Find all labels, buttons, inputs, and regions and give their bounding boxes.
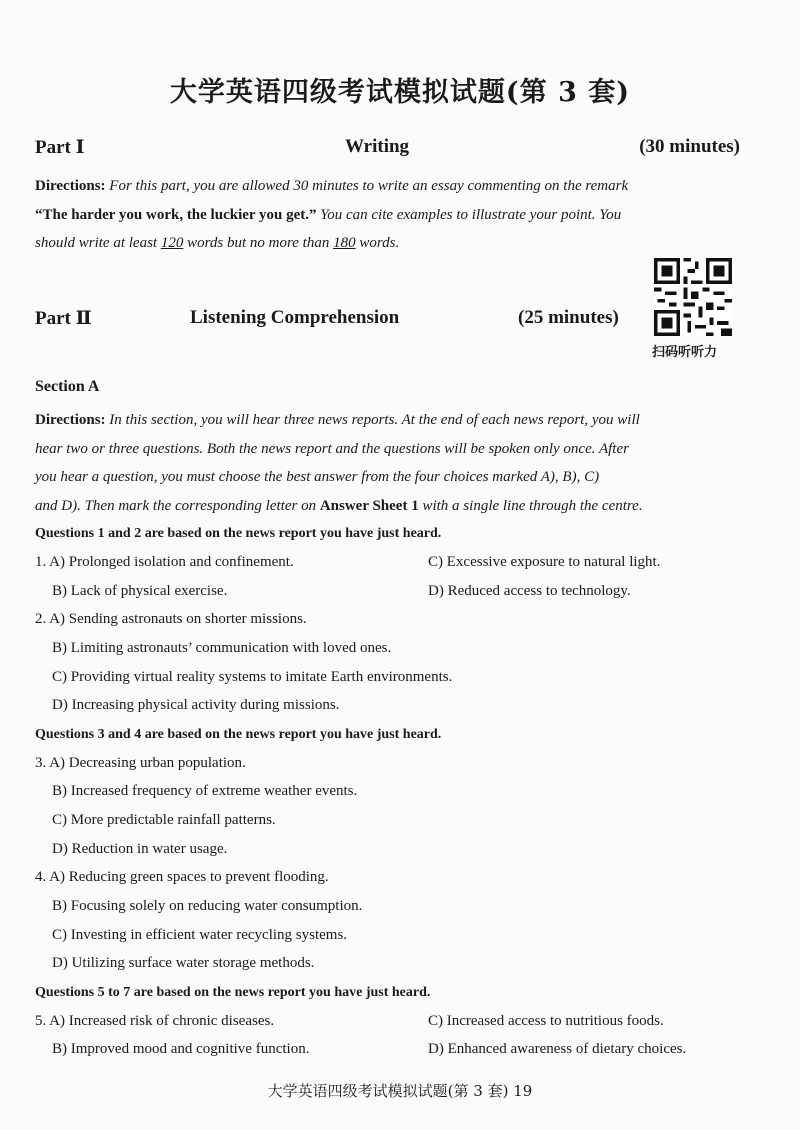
question-group-heading: Questions 1 and 2 are based on the news report you have just heard.: [35, 526, 442, 541]
part2-time: (25 minutes): [518, 307, 619, 328]
question-group-heading: Questions 3 and 4 are based on the news report you have just heard.: [35, 727, 442, 742]
directions-label: Directions:: [35, 412, 106, 428]
min-words: 120: [160, 235, 184, 251]
section-a-directions: [35, 406, 740, 520]
q4-option-c: C) Investing in efficient water recycling systems.: [52, 927, 348, 943]
q5-option-a: 5. A) Increased risk of chronic diseases.: [35, 1013, 275, 1029]
q5-option-c: C) Increased access to nutritious foods.: [428, 1013, 664, 1029]
directions-text: with a single line through the centre.: [422, 497, 643, 514]
directions-text: should write at least: [35, 235, 158, 251]
q1-option-a: 1. A) Prolonged isolation and confinement.: [35, 554, 294, 570]
page-title: 大学英语四级考试模拟试题(第 3 套): [169, 77, 631, 108]
q3-option-b: B) Increased frequency of extreme weather events.: [52, 783, 358, 799]
q3-option-c: C) More predictable rainfall patterns.: [52, 812, 276, 828]
q4-option-d: D) Utilizing surface water storage methods.: [52, 955, 315, 971]
qr-label: 扫码听听力: [652, 345, 718, 360]
part2-label: Part Ⅱ: [35, 308, 92, 329]
directions-text: hear two or three questions. Both the news report and the questions will be spoken only once. After: [35, 440, 629, 457]
page-footer: 大学英语四级考试模拟试题(第 3 套) 19: [267, 1082, 533, 1100]
part1-label: Part Ⅰ: [35, 137, 85, 158]
part2-name: Listening Comprehension: [190, 307, 400, 328]
directions-text: words but no more than: [187, 235, 330, 251]
q2-option-a: 2. A) Sending astronauts on shorter missions.: [35, 611, 307, 627]
q4-option-b: B) Focusing solely on reducing water consumption.: [52, 898, 363, 914]
q5-option-b: B) Improved mood and cognitive function.: [52, 1041, 310, 1057]
part1-header: [35, 136, 740, 166]
directions-text: words.: [359, 235, 400, 251]
essay-remark: “The harder you work, the luckier you get.”: [35, 206, 317, 223]
directions-text: For this part, you are allowed 30 minutes to write an essay commenting on the remark: [109, 178, 629, 194]
directions-text: you hear a question, you must choose the best answer from the four choices marked A), B), C): [35, 469, 600, 485]
part1-time: (30 minutes): [639, 136, 740, 157]
question-group-heading: Questions 5 to 7 are based on the news report you have just heard.: [35, 985, 431, 1000]
directions-text: You can cite examples to illustrate your point. You: [320, 206, 622, 223]
answer-sheet-ref: Answer Sheet 1: [319, 497, 419, 514]
q1-option-d: D) Reduced access to technology.: [428, 583, 631, 599]
section-heading: Section A: [35, 378, 100, 395]
q1-option-c: C) Excessive exposure to natural light.: [428, 554, 661, 570]
part1-name: Writing: [345, 136, 410, 157]
part1-directions: [35, 172, 740, 258]
part2-header: [35, 307, 635, 337]
q5-option-d: D) Enhanced awareness of dietary choices.: [428, 1041, 687, 1057]
q3-option-d: D) Reduction in water usage.: [52, 841, 228, 857]
qr-code-icon[interactable]: [654, 258, 732, 336]
q3-option-a: 3. A) Decreasing urban population.: [35, 755, 246, 771]
q2-option-d: D) Increasing physical activity during missions.: [52, 697, 340, 713]
directions-label: Directions:: [35, 178, 106, 194]
q2-option-b: B) Limiting astronauts’ communication with loved ones.: [52, 640, 392, 656]
directions-text: and D). Then mark the corresponding letter on: [35, 497, 317, 514]
directions-text: In this section, you will hear three news reports. At the end of each news report, you will: [109, 412, 640, 428]
q1-option-b: B) Lack of physical exercise.: [52, 583, 228, 599]
max-words: 180: [333, 235, 356, 251]
q2-option-c: C) Providing virtual reality systems to imitate Earth environments.: [52, 669, 453, 685]
q4-option-a: 4. A) Reducing green spaces to prevent flooding.: [35, 869, 329, 885]
